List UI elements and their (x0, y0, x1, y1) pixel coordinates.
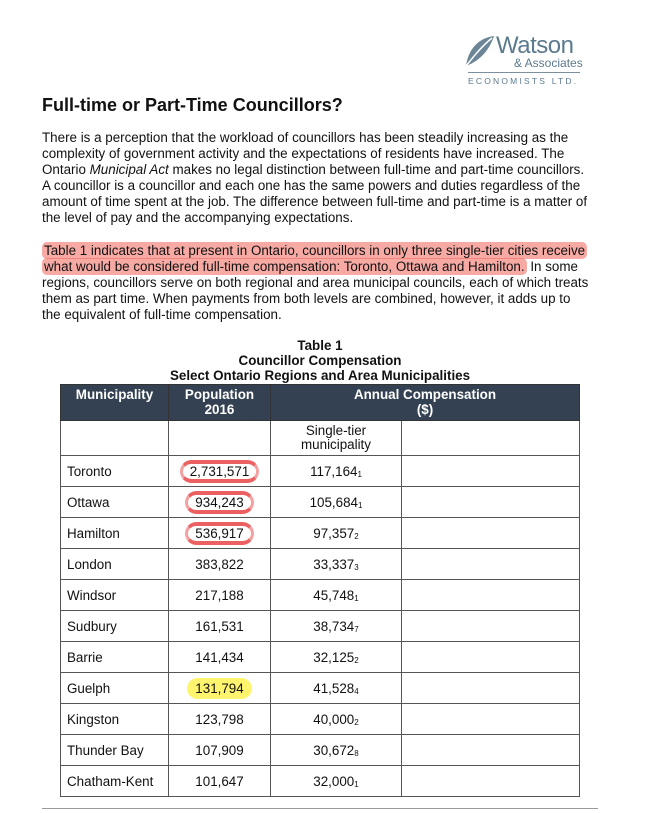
compensation-value: 32,000 (313, 773, 355, 789)
footnote-ref: 2 (354, 531, 359, 541)
header-population-year: 2016 (204, 402, 235, 417)
section-heading: Full-time or Part-Time Councillors? (42, 95, 343, 115)
table-summary-paragraph (42, 243, 590, 323)
logo-subname: & Associates (514, 56, 583, 70)
empty-cell (402, 487, 580, 518)
cell-compensation (271, 704, 402, 735)
population-value: 123,798 (195, 711, 244, 727)
cell-population (169, 549, 271, 580)
table-row (61, 518, 580, 549)
empty-cell (402, 735, 580, 766)
cell-compensation (271, 673, 402, 704)
compensation-value: 40,000 (313, 711, 355, 727)
compensation-value: 45,748 (313, 587, 355, 603)
cell-population (169, 642, 271, 673)
population-value: 217,188 (195, 587, 244, 603)
logo-tagline: ECONOMISTS LTD. (468, 76, 579, 86)
cell-population (169, 673, 271, 704)
table-subtitle: Select Ontario Regions and Area Municipalities (169, 368, 471, 383)
intro-text-end: makes no legal distinction between full-time and part-time councillors. A councillor is a councillor and each one has the same powers and duties regardless of the amount of time spent at the job. The difference between full-time and part-time is a matter of the level of pay and the accompanying expectations. (42, 162, 588, 225)
cell-municipality: Windsor (61, 580, 169, 611)
cell-compensation (271, 642, 402, 673)
cell-municipality: London (61, 549, 169, 580)
empty-cell (61, 421, 169, 456)
footnote-ref: 1 (357, 500, 363, 510)
summary-text-rest: In some regions, councillors serve on both regional and area municipal councils, each of which treats them as part time. When payments from both levels are combined, however, it adds up to the equivalent of full-time compensation. (42, 259, 589, 322)
population-value: 161,531 (195, 618, 244, 634)
table-row (61, 580, 580, 611)
cell-municipality: Hamilton (61, 518, 169, 549)
page-footer-rule (42, 808, 598, 809)
table-row (61, 735, 580, 766)
empty-cell (402, 456, 580, 487)
cell-population (169, 766, 271, 797)
population-value: 107,909 (195, 742, 244, 758)
cell-municipality: Sudbury (61, 611, 169, 642)
population-value-circled: 934,243 (185, 491, 253, 514)
footnote-ref: 7 (354, 624, 359, 634)
intro-text-start: There is a perception that the workload of councillors has been steadily increasing as the complexity of government activity and the expectations of residents have increased. The Ontario (42, 130, 569, 177)
empty-cell (402, 421, 580, 456)
subheader-single-tier (271, 421, 402, 456)
table-row (61, 704, 580, 735)
empty-cell (402, 549, 580, 580)
header-compensation-label: Annual Compensation (353, 387, 497, 402)
footnote-ref: 1 (357, 469, 362, 479)
compensation-value: 33,337 (313, 556, 355, 572)
watson-logo (462, 30, 612, 92)
table-row (61, 456, 580, 487)
compensation-value: 117,164 (310, 463, 358, 479)
table-number: Table 1 (297, 338, 343, 353)
cell-population (169, 704, 271, 735)
header-population-label: Population (184, 387, 255, 402)
empty-cell (402, 611, 580, 642)
cell-population (169, 456, 271, 487)
cell-municipality: Barrie (61, 642, 169, 673)
cell-compensation (271, 487, 402, 518)
cell-municipality: Kingston (61, 704, 169, 735)
act-name: Municipal Act (89, 162, 169, 177)
empty-cell (169, 421, 271, 456)
cell-municipality: Toronto (61, 456, 169, 487)
table-row (61, 611, 580, 642)
cell-compensation (271, 549, 402, 580)
table-row (61, 766, 580, 797)
table-title: Councillor Compensation (238, 353, 402, 368)
logo-name: Watson (496, 32, 574, 59)
logo-divider (468, 72, 580, 73)
compensation-value: 30,672 (313, 742, 355, 758)
table-row (61, 549, 580, 580)
compensation-value: 105,684 (309, 494, 358, 510)
highlighted-sentence: Table 1 indicates that at present in Ontario, councillors in only three single-tier cities receive what would be considered full-time compensation: Toronto, Ottawa and Hamilton. (44, 243, 586, 274)
footnote-ref: 4 (354, 686, 359, 696)
footnote-ref: 2 (354, 717, 359, 727)
cell-population (169, 487, 271, 518)
cell-compensation (271, 611, 402, 642)
compensation-value: 32,125 (313, 649, 355, 665)
cell-population (169, 735, 271, 766)
compensation-value: 38,734 (313, 618, 355, 634)
empty-cell (402, 704, 580, 735)
intro-paragraph (42, 130, 590, 226)
population-value-circled: 2,731,571 (180, 460, 260, 483)
empty-cell (402, 673, 580, 704)
cell-compensation (271, 735, 402, 766)
compensation-table (60, 384, 580, 797)
compensation-value: 41,528 (313, 680, 355, 696)
table-row (61, 673, 580, 704)
cell-compensation (271, 766, 402, 797)
empty-cell (402, 580, 580, 611)
cell-municipality: Guelph (61, 673, 169, 704)
cell-compensation (271, 580, 402, 611)
footnote-ref: 2 (354, 655, 359, 665)
subheader-line2: municipality (301, 437, 371, 452)
header-compensation-unit: ($) (416, 402, 434, 417)
population-value-circled: 536,917 (185, 522, 253, 545)
footnote-ref: 1 (354, 779, 359, 789)
table-row (61, 487, 580, 518)
table-row (61, 642, 580, 673)
cell-municipality: Thunder Bay (61, 735, 169, 766)
population-value: 101,647 (195, 773, 244, 789)
population-value-highlighted: 131,794 (187, 678, 251, 699)
cell-population (169, 518, 271, 549)
table-subheader-row (61, 421, 580, 456)
cell-compensation (271, 518, 402, 549)
empty-cell (402, 642, 580, 673)
cell-municipality: Ottawa (61, 487, 169, 518)
compensation-value: 97,357 (313, 525, 355, 541)
header-compensation (271, 385, 580, 421)
header-municipality: Municipality (61, 385, 169, 421)
footnote-ref: 3 (354, 562, 359, 572)
cell-population (169, 611, 271, 642)
footnote-ref: 8 (354, 748, 359, 758)
cell-population (169, 580, 271, 611)
leaf-icon (464, 34, 496, 68)
population-value: 141,434 (195, 649, 244, 665)
footnote-ref: 1 (354, 593, 359, 603)
header-population (169, 385, 271, 421)
cell-compensation (271, 456, 402, 487)
empty-cell (402, 518, 580, 549)
population-value: 383,822 (195, 556, 244, 572)
subheader-line1: Single-tier (305, 423, 367, 438)
table-header-row (61, 385, 580, 421)
empty-cell (402, 766, 580, 797)
cell-municipality: Chatham-Kent (61, 766, 169, 797)
